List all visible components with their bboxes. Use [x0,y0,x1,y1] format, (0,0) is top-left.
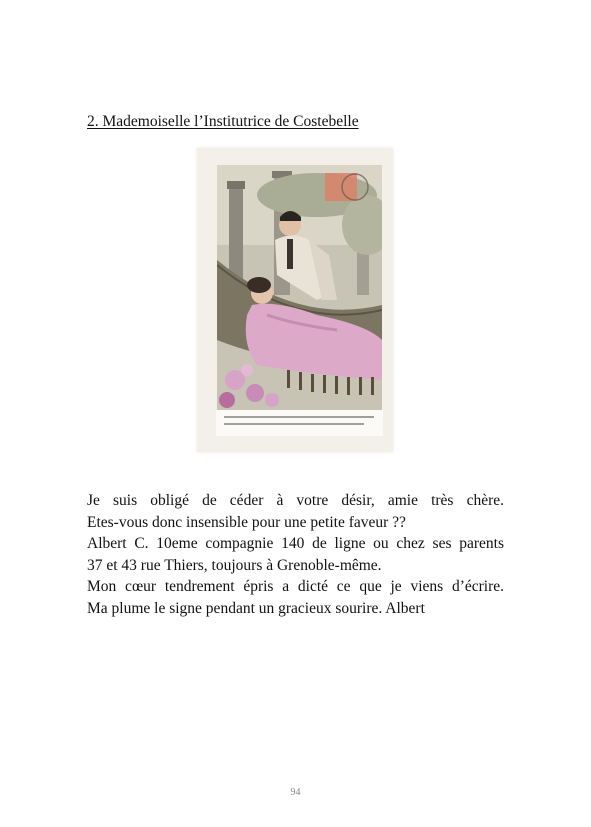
letter-line-1: Je suis obligé de céder à votre désir, amie très chère. [87,492,504,509]
postcard-image [217,165,382,411]
page-number: 94 [290,787,301,798]
postcard-photo [197,148,393,452]
letter-line-3: Albert C. 10eme compagnie 140 de ligne ou chez ses parents [87,535,504,552]
letter-line-6: Ma plume le signe pendant un gracieux sourire. Albert [87,599,425,617]
letter-line-4: 37 et 43 rue Thiers, toujours à Grenoble-même. [87,556,382,574]
letter-line-2: Etes-vous donc insensible pour une petite faveur ?? [87,513,406,531]
letter-line-5: Mon cœur tendrement épris a dicté ce que je viens d’écrire. [87,578,504,595]
letter-text [87,490,504,619]
postcard-caption [216,410,383,436]
section-heading: 2. Mademoiselle l’Institutrice de Costebelle [87,113,359,130]
